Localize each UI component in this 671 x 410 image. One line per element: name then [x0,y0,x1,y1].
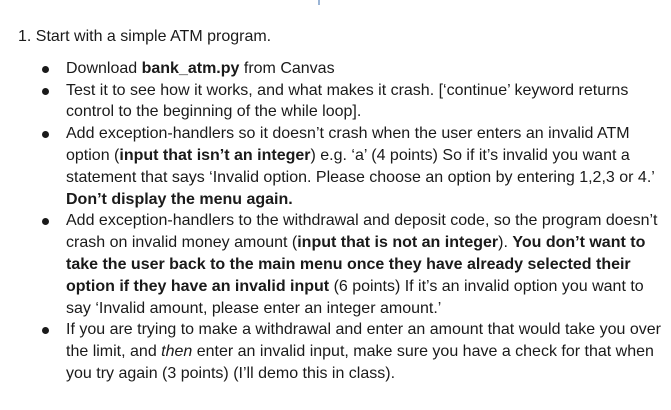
bullet-icon [42,66,49,73]
instruction-list [18,58,664,385]
text-segment: Test it to see how it works, and what makes it crash. [‘continue’ keyword returns control to the beginning of the while loop]. [66,81,629,121]
list-item [18,58,664,80]
text-segment: Download [66,59,142,77]
emphasis-text: input that is not an integer [297,234,499,252]
text-segment: If you are trying to make a withdrawal and enter an amount that would take you over the limit, and [66,321,661,361]
list-item [18,210,664,319]
list-item [18,319,664,384]
text-segment: from Canvas [239,59,335,77]
emphasis-text: input that isn’t an integer [119,146,311,164]
text-segment: ). [498,234,513,252]
filename-text: bank_atm.py [141,59,240,77]
bullet-icon [42,218,49,225]
emphasis-text: Don’t display the menu again. [66,190,293,208]
bullet-icon [42,88,49,95]
text-segment: enter an invalid input, make sure you have a check for that when you try again (3 points) (I’ll demo this in class). [66,343,654,382]
assignment-document [18,26,664,385]
top-edge-mark [318,0,320,5]
emphasis-text: You don’t want to take the user back to the main menu once they have already selected their option if they have an invalid input [66,234,646,295]
bullet-icon [42,131,49,138]
text-segment: (6 points) If it’s an invalid option you want to say ‘Invalid amount, please enter an integer amount.’ [66,277,644,317]
list-item [18,80,664,124]
italic-text: then [161,343,193,361]
section-heading: 1. Start with a simple ATM program. [18,28,272,45]
text-segment: ) e.g. ‘a’ (4 points) So if it’s invalid you want a statement that says ‘Invalid option. Please choose an option by entering 1,2,3 or 4.’ [66,146,655,186]
text-segment: Add exception-handlers so it doesn’t crash when the user enters an invalid ATM option ( [66,125,630,164]
text-segment: Add exception-handlers to the withdrawal and deposit code, so the program doesn’t crash on invalid money amount ( [66,212,658,252]
list-item [18,123,664,210]
bullet-icon [42,327,49,334]
